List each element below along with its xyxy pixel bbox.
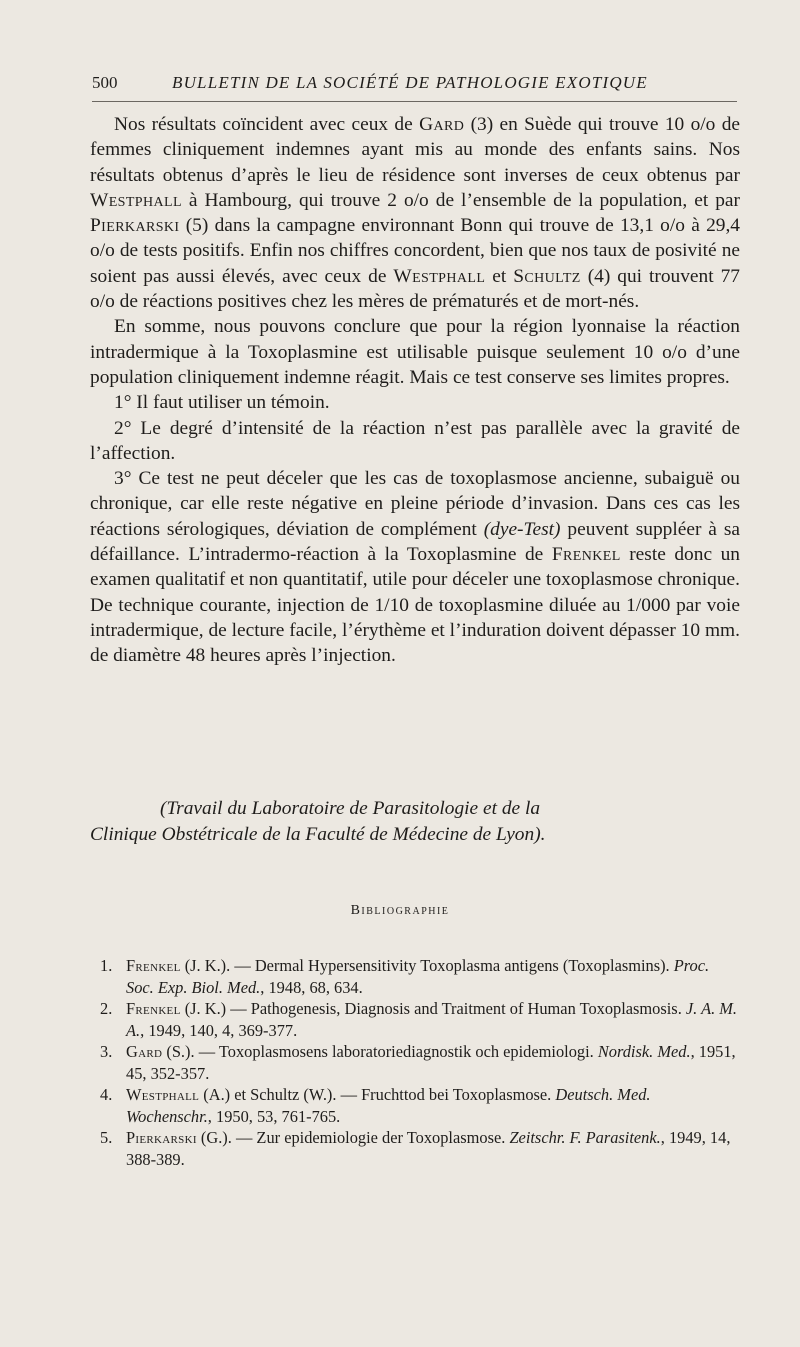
header-rule [92, 101, 737, 102]
reference-number: 2. [100, 999, 113, 1018]
paragraph-3: 1° Il faut utiliser un témoin. [114, 392, 330, 414]
reference-item [100, 955, 740, 998]
reference-text: (J. K.) — Pathogenesis, Diagnosis and Traitment of Human Toxoplasmosis. [180, 999, 686, 1018]
reference-details: , 1951, 45, 352-357. [126, 1042, 736, 1083]
reference-number: 5. [100, 1128, 113, 1147]
reference-author: Gard [126, 1042, 163, 1061]
reference-text: (S.). — Toxoplasmosens laboratoriediagnostik och epidemiologi. [162, 1042, 598, 1061]
article-body [90, 112, 740, 669]
text-run: reste donc un examen qualitatif et non quantitatif, utile pour déceler une toxoplasmose chronique. De technique courante, injection de 1/10 de toxoplasmine diluée au 1/000 par voie intradermique, de lecture facile, l’érythème et l’induration doivent dépasser 10 mm. de diamètre 48 heures après l’injection. [90, 544, 741, 667]
reference-text: (J. K.). — Dermal Hypersensitivity Toxoplasma antigens (Toxoplasmins). [180, 956, 674, 975]
reference-author: Frenkel [126, 956, 181, 975]
text-run: (3) en Suède qui trouve 10 o/o de femmes cliniquement indemnes ayant mis au monde des enfants sains. Nos résultats obtenus d’après le lieu de résidence sont inverses de ceux obtenus par [90, 114, 740, 186]
reference-item [100, 1041, 740, 1084]
running-header [92, 73, 737, 97]
reference-item [100, 1084, 740, 1127]
text-run: et [485, 265, 514, 287]
author-name: Frenkel [551, 544, 621, 566]
reference-details: , 1948, 68, 634. [260, 977, 363, 997]
reference-journal: Proc. Soc. Exp. Biol. Med. [126, 956, 710, 997]
author-name: Schultz [513, 265, 581, 287]
reference-author: Pierkarski [126, 1128, 197, 1147]
credit-line-1: (Travail du Laboratoire de Parasitologie et de la [160, 798, 541, 819]
running-title: BULLETIN DE LA SOCIÉTÉ DE PATHOLOGIE EXOTIQUE [172, 73, 648, 92]
author-name: Westphall [90, 189, 182, 211]
text-run: à Hambourg, qui trouve 2 o/o de l’ensemble de la population, et par [181, 189, 740, 211]
reference-details: , 1950, 53, 761-765. [207, 1106, 341, 1126]
reference-text: (G.). — Zur epidemiologie der Toxoplasmose. [196, 1128, 510, 1147]
reference-journal: Zeitschr. F. Parasitenk. [509, 1128, 661, 1147]
paragraph-2: En somme, nous pouvons conclure que pour la région lyonnaise la réaction intradermique à la Toxoplasmine est utilisable puisque seulement 10 o/o d’une population cliniquement indemne réagit. Mais ce test conserve ses limites propres. [90, 316, 740, 388]
reference-item [100, 1127, 740, 1170]
laboratory-credit [90, 796, 740, 848]
reference-author: Westphall [126, 1085, 200, 1104]
italic-term: (dye-Test) [483, 518, 561, 540]
reference-details: , 1949, 140, 4, 369-377. [140, 1020, 298, 1040]
reference-author: Frenkel [126, 999, 181, 1018]
reference-number: 3. [100, 1042, 113, 1061]
reference-item [100, 998, 740, 1041]
reference-journal: Nordisk. Med. [597, 1042, 691, 1061]
text-run: peuvent suppléer à sa défaillance. L’intradermo-réaction à la Toxoplasmine de [90, 518, 740, 566]
author-name: Gard [419, 114, 465, 135]
text-run: 3° Ce test ne peut déceler que les cas de toxoplasmose ancienne, subaiguë ou chronique, car elle reste négative en pleine période d’invasion. Dans ces cas les réactions sérologiques, déviation de complément [90, 468, 740, 540]
text-run: (5) dans la campagne environnant Bonn qui trouve de 13,1 o/o à 29,4 o/o de tests positifs. Enfin nos chiffres concordent, bien que nos taux de posivité ne soient pas aussi élevés, avec ceux de [90, 215, 740, 287]
bibliography-list [100, 955, 740, 1170]
reference-number: 4. [100, 1085, 113, 1104]
author-name: Pierkarski [90, 215, 180, 237]
paragraph-1 [90, 112, 740, 314]
page-number: 500 [92, 73, 118, 92]
text-run: (4) qui trouvent 77 o/o de réactions positives chez les mères de prématurés et de mort-nés. [90, 265, 740, 313]
reference-details: , 1949, 14, 388-389. [126, 1128, 731, 1169]
credit-line-2: Clinique Obstétricale de la Faculté de Médecine de Lyon). [90, 824, 546, 845]
reference-journal: Deutsch. Med. Wochenschr. [126, 1085, 651, 1126]
paragraph-5 [90, 466, 740, 668]
text-run: Nos résultats coïncident avec ceux de [114, 114, 420, 135]
paragraph-4: 2° Le degré d’intensité de la réaction n’est pas parallèle avec la gravité de l’affection. [90, 417, 740, 464]
author-name: Westphall [393, 265, 486, 287]
reference-number: 1. [100, 956, 113, 975]
reference-journal: J. A. M. A. [126, 999, 738, 1040]
reference-text: (A.) et Schultz (W.). — Fruchttod bei Toxoplasmose. [199, 1085, 556, 1104]
bibliography-heading: Bibliographie [350, 903, 450, 918]
